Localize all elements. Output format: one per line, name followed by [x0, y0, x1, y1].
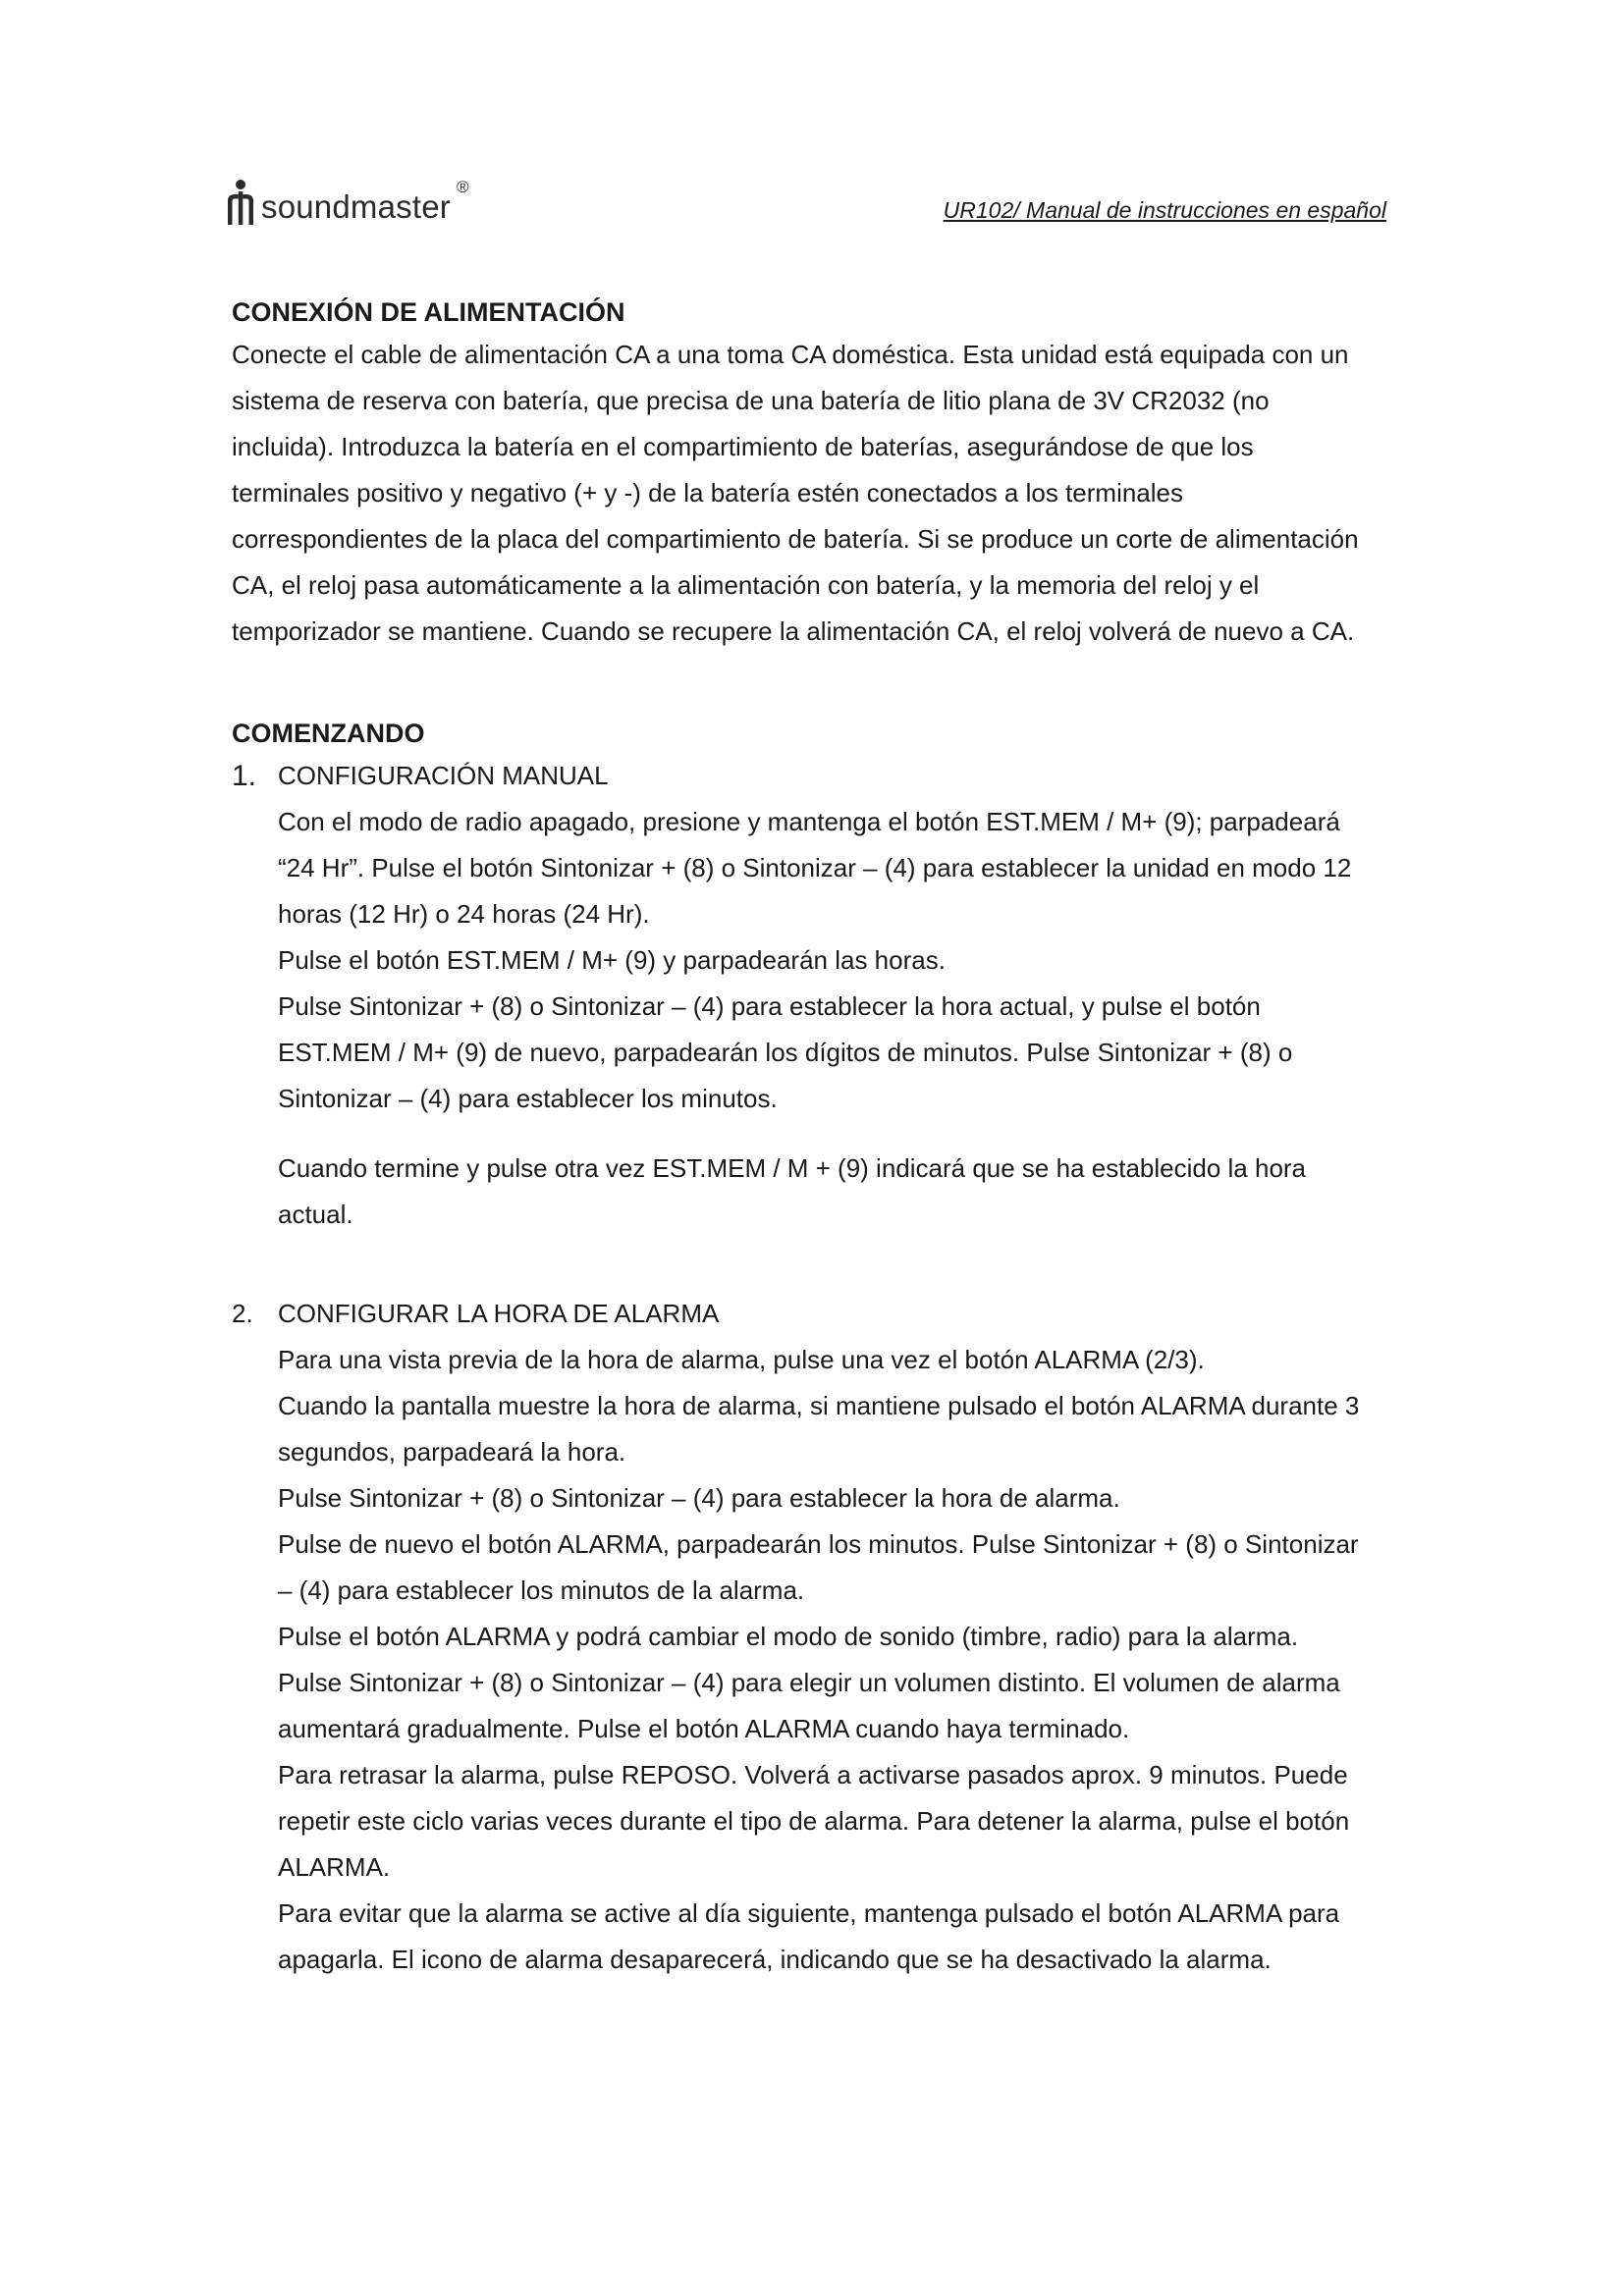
list-item-manual-setup [232, 753, 1439, 1238]
text-line: Cuando termine y pulse otra vez EST.MEM / M + (9) indicará que se ha establecido la hora [278, 1153, 1307, 1183]
text-line: Para una vista previa de la hora de alarma, pulse una vez el botón ALARMA (2/3). [278, 1345, 1205, 1374]
text-line: segundos, parpadeará la hora. [278, 1437, 626, 1467]
document-title: UR102/ Manual de instrucciones en español [943, 197, 1386, 223]
brand-logo [226, 172, 469, 227]
list-item-alarm-setup [232, 1291, 1439, 1983]
text-line: Cuando la pantalla muestre la hora de alarma, si mantiene pulsado el botón ALARMA durante 3 [278, 1391, 1360, 1420]
section-heading-power: CONEXIÓN DE ALIMENTACIÓN [232, 297, 625, 327]
brand-name: soundmaster [261, 188, 451, 225]
list-item-number: 2. [232, 1299, 253, 1328]
text-line: incluida). Introduzca la batería en el compartimiento de baterías, asegurándose de que los [232, 432, 1254, 461]
text-line: Pulse Sintonizar + (8) o Sintonizar – (4) para establecer la hora de alarma. [278, 1483, 1120, 1513]
text-line: Con el modo de radio apagado, presione y mantenga el botón EST.MEM / M+ (9); parpadeará [278, 807, 1340, 836]
document-body [232, 293, 1439, 1983]
list-item-number: 1. [232, 760, 257, 792]
section-heading-start: COMENZANDO [232, 719, 425, 748]
text-line: Pulse Sintonizar + (8) o Sintonizar – (4) para elegir un volumen distinto. El volumen de alarma [278, 1668, 1340, 1697]
text-line: Pulse de nuevo el botón ALARMA, parpadearán los minutos. Pulse Sintonizar + (8) o Sintonizar [278, 1529, 1359, 1559]
text-line: CA, el reloj pasa automáticamente a la alimentación con batería, y la memoria del reloj y el [232, 570, 1260, 600]
text-line: horas (12 Hr) o 24 horas (24 Hr). [278, 899, 650, 929]
list-item-title [232, 1291, 1439, 1337]
text-line: Pulse el botón ALARMA y podrá cambiar el modo de sonido (timbre, radio) para la alarma. [278, 1622, 1299, 1651]
text-line: ALARMA. [278, 1852, 391, 1882]
text-line: repetir este ciclo varias veces durante el tipo de alarma. Para detener la alarma, pulse el botón [278, 1806, 1350, 1836]
list-item-body [232, 1337, 1439, 1983]
text-line: aumentará gradualmente. Pulse el botón ALARMA cuando haya terminado. [278, 1714, 1130, 1743]
text-line: correspondientes de la placa del compartimiento de batería. Si se produce un corte de alimentación [232, 524, 1359, 554]
text-line: Sintonizar – (4) para establecer los minutos. [278, 1084, 778, 1113]
text-line: sistema de reserva con batería, que precisa de una batería de litio plana de 3V CR2032 (no [232, 386, 1270, 415]
list-item-heading: CONFIGURAR LA HORA DE ALARMA [278, 1299, 720, 1328]
registered-mark: ® [456, 178, 469, 196]
soundmaster-logo-icon [226, 178, 255, 227]
page-header [226, 172, 1404, 231]
list-item-title [232, 753, 1439, 799]
list-item-body [232, 799, 1439, 1238]
text-line: Para evitar que la alarma se active al día siguiente, mantenga pulsado el botón ALARMA para [278, 1898, 1340, 1928]
text-line: apagarla. El icono de alarma desaparecerá, indicando que se ha desactivado la alarma. [278, 1945, 1272, 1974]
text-line: “24 Hr”. Pulse el botón Sintonizar + (8) o Sintonizar – (4) para establecer la unidad en modo 12 [278, 853, 1352, 882]
section-power-text [232, 332, 1439, 655]
text-line: Pulse el botón EST.MEM / M+ (9) y parpadearán las horas. [278, 945, 946, 975]
text-line: EST.MEM / M+ (9) de nuevo, parpadearán los dígitos de minutos. Pulse Sintonizar + (8) o [278, 1038, 1293, 1067]
text-line: Para retrasar la alarma, pulse REPOSO. Volverá a activarse pasados aprox. 9 minutos. Puede [278, 1760, 1348, 1789]
list-item-heading: CONFIGURACIÓN MANUAL [278, 761, 609, 790]
text-line: actual. [278, 1200, 353, 1229]
text-line: Conecte el cable de alimentación CA a una toma CA doméstica. Esta unidad está equipada con un [232, 340, 1349, 369]
text-line: Pulse Sintonizar + (8) o Sintonizar – (4) para establecer la hora actual, y pulse el botón [278, 991, 1261, 1021]
text-line: temporizador se mantiene. Cuando se recupere la alimentación CA, el reloj volverá de nuevo a CA. [232, 616, 1355, 646]
text-line: – (4) para establecer los minutos de la alarma. [278, 1575, 805, 1605]
text-line: terminales positivo y negativo (+ y -) de la batería estén conectados a los terminales [232, 478, 1183, 507]
